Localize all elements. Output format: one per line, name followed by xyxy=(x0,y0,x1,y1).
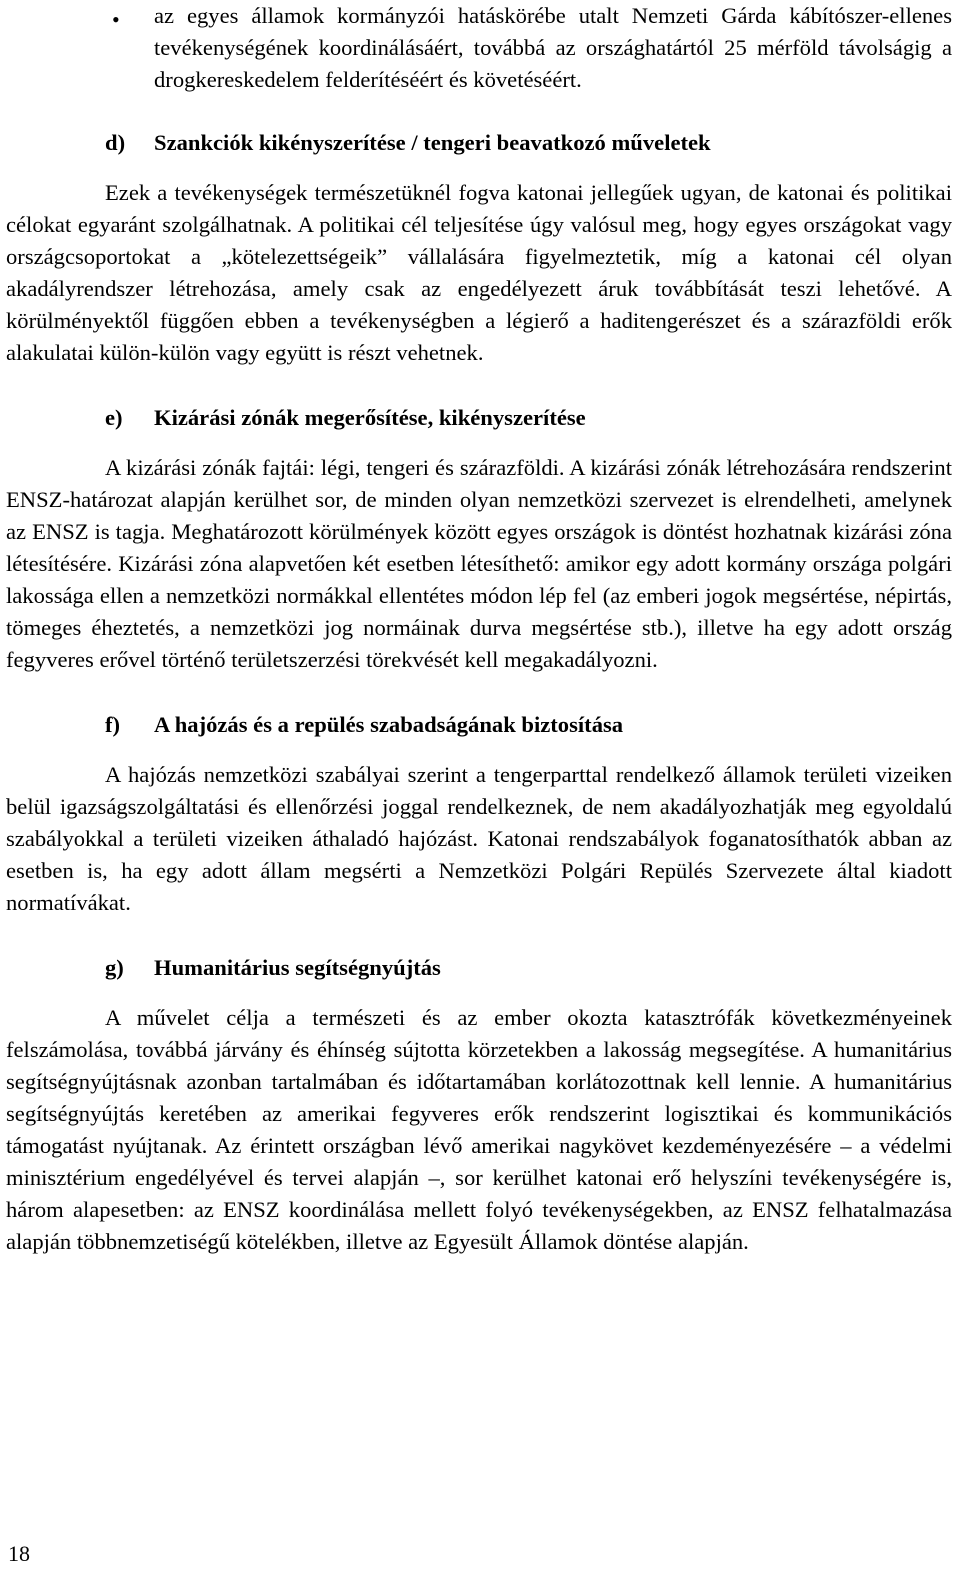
bullet-icon: • xyxy=(112,7,120,32)
section-body: A hajózás nemzetközi szabályai szerint a tengerparttal rendelkező államok területi vizeiken belül igazságszolgáltatási és ellenőrzési joggal rendelkeznek, de nem akadályozhatják meg egyoldalú szabályokkal a területi vizeiken áthaladó hajózást. Katonai rendszabályok foganatosíthatók abban az esetben is, ha egy adott állam megsérti a Nemzetközi Polgári Repülés Szervezete által kiadott normatívákat. xyxy=(6,762,952,915)
page-number: 18 xyxy=(8,1541,30,1566)
section-letter: e) xyxy=(105,405,123,430)
section-g xyxy=(6,952,952,1258)
section-letter: f) xyxy=(105,712,121,737)
section-heading xyxy=(6,127,952,159)
bullet-item-text: az egyes államok kormányzói hatáskörébe utalt Nemzeti Gárda kábítószer-ellenes tevékenységének koordinálásáért, továbbá az országhatártól 25 mérföld távolságig a drogkereskedelem felderítéséért és követéséért. xyxy=(154,3,952,92)
section-letter: d) xyxy=(105,130,126,155)
section-title: Szankciók kikényszerítése / tengeri beavatkozó műveletek xyxy=(154,130,711,155)
section-title: A hajózás és a repülés szabadságának biztosítása xyxy=(154,712,624,737)
bullet-list-item xyxy=(6,0,952,96)
section-d xyxy=(6,127,952,369)
section-letter: g) xyxy=(105,955,124,980)
section-heading xyxy=(6,952,952,984)
section-f xyxy=(6,709,952,919)
section-title: Humanitárius segítségnyújtás xyxy=(154,955,441,980)
document-page xyxy=(6,0,952,1258)
section-title: Kizárási zónák megerősítése, kikényszerítése xyxy=(154,405,586,430)
section-body: Ezek a tevékenységek természetüknél fogva katonai jellegűek ugyan, de katonai és politikai célokat egyaránt szolgálhatnak. A politikai cél teljesítése úgy valósul meg, hogy egyes országokat vagy országcsoportokat a „kötelezettségeik” vállalására figyelmeztetik, míg a katonai cél olyan akadályrendszer létrehozása, amely csak az engedélyezett áruk továbbítását teszi lehetővé. A körülményektől függően ebben a tevékenységben a légierő a haditengerészet és a szárazföldi erők alakulatai külön-külön vagy együtt is részt vehetnek. xyxy=(6,180,952,365)
section-body: A művelet célja a természeti és az ember okozta katasztrófák következményeinek felszámolása, továbbá járvány és éhínség sújtotta körzetekben a lakosság megsegítése. A humanitárius segítségnyújtásnak azonban tartalmában és időtartamában korlátozottnak kell lennie. A humanitárius segítségnyújtás keretében az amerikai fegyveres erők rendszerint logisztikai és kommunikációs támogatást nyújtanak. Az érintett országban lévő amerikai nagykövet kezdeményezésére – a védelmi minisztérium engedélyével és tervei alapján –, sor kerülhet katonai erő helyszíni tevékenységére is, három alapesetben: az ENSZ koordinálása mellett folyó tevékenységekben, az ENSZ felhatalmazása alapján többnemzetiségű kötelékben, illetve az Egyesült Államok döntése alapján. xyxy=(6,1005,952,1254)
section-heading xyxy=(6,402,952,434)
section-body: A kizárási zónák fajtái: légi, tengeri és szárazföldi. A kizárási zónák létrehozására rendszerint ENSZ-határozat alapján kerülhet sor, de minden olyan nemzetközi szervezet is elrendelheti, amelynek az ENSZ is tagja. Meghatározott körülmények között egyes országok is döntést hozhatnak kizárási zóna létesítésére. Kizárási zóna alapvetően két esetben létesíthető: amikor egy adott kormány országa polgári lakossága ellen a nemzetközi normákkal ellentétes módon lép fel (az emberi jogok megsértése, népirtás, tömeges éheztetés, a nemzetközi jog normáinak durva megsértése stb.), illetve ha egy adott ország fegyveres erővel történő területszerzési törekvését kell megakadályozni. xyxy=(6,455,952,672)
section-heading xyxy=(6,709,952,741)
section-e xyxy=(6,402,952,676)
